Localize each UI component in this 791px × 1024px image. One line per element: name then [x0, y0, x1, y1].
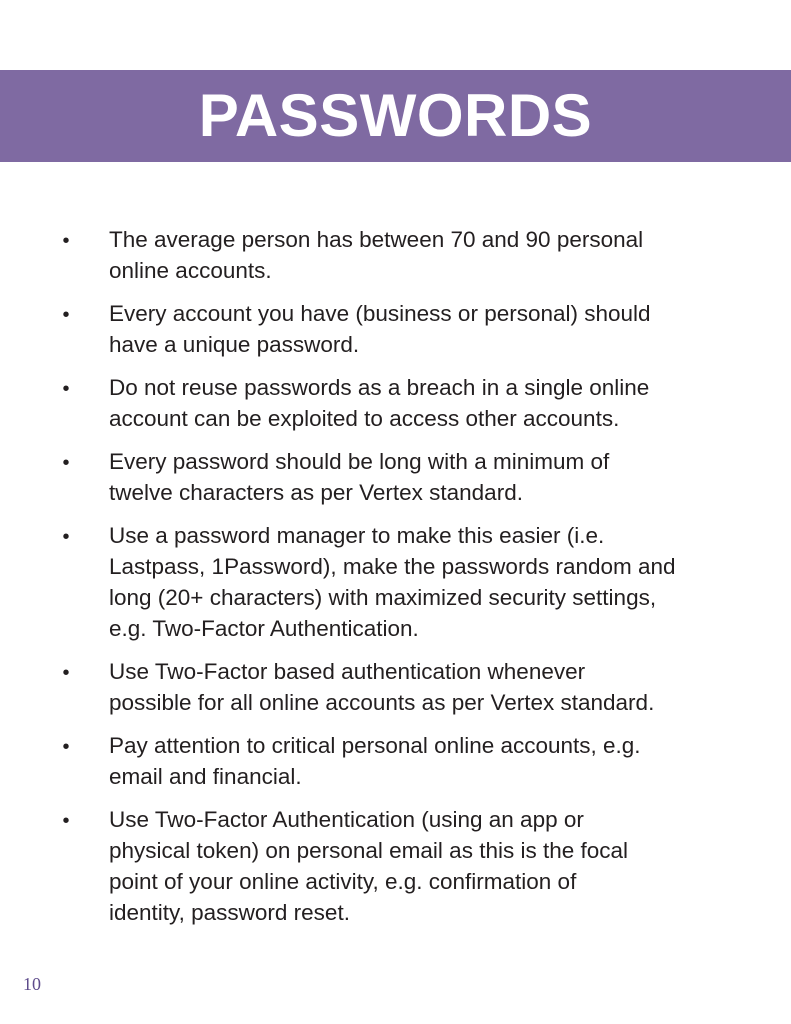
list-item [0, 520, 791, 644]
list-item [0, 730, 791, 792]
bullet-marker: • [62, 736, 70, 758]
bullet-marker: • [62, 526, 70, 548]
bullet-list [0, 224, 791, 940]
bullet-marker: • [62, 452, 70, 474]
bullet-text: Use Two-Factor based authentication whenever possible for all online accounts as per Vertex standard. [109, 659, 655, 715]
bullet-text: Use Two-Factor Authentication (using an app or physical token) on personal email as this is the focal point of your online activity, e.g. confirmation of identity, password reset. [109, 807, 629, 925]
bullet-text: Use a password manager to make this easier (i.e. Lastpass, 1Password), make the passwords random and long (20+ characters) with maximized security settings, e.g. Two-Factor Authentication. [109, 523, 676, 641]
bullet-marker: • [62, 230, 70, 252]
page-number: 10 [23, 974, 41, 994]
bullet-text: The average person has between 70 and 90 personal online accounts. [109, 227, 644, 283]
bullet-marker: • [62, 662, 70, 684]
bullet-marker: • [62, 810, 70, 832]
page-title: PASSWORDS [198, 82, 593, 149]
list-item [0, 446, 791, 508]
title-banner [0, 70, 791, 162]
list-item [0, 804, 791, 928]
bullet-marker: • [62, 304, 70, 326]
bullet-text: Pay attention to critical personal online accounts, e.g. email and financial. [109, 733, 641, 789]
bullet-marker: • [62, 378, 70, 400]
bullet-text: Every password should be long with a minimum of twelve characters as per Vertex standard. [109, 449, 610, 505]
list-item [0, 224, 791, 286]
list-item [0, 298, 791, 360]
list-item [0, 656, 791, 718]
bullet-text: Every account you have (business or personal) should have a unique password. [109, 301, 651, 357]
list-item [0, 372, 791, 434]
bullet-text: Do not reuse passwords as a breach in a single online account can be exploited to access other accounts. [109, 375, 650, 431]
